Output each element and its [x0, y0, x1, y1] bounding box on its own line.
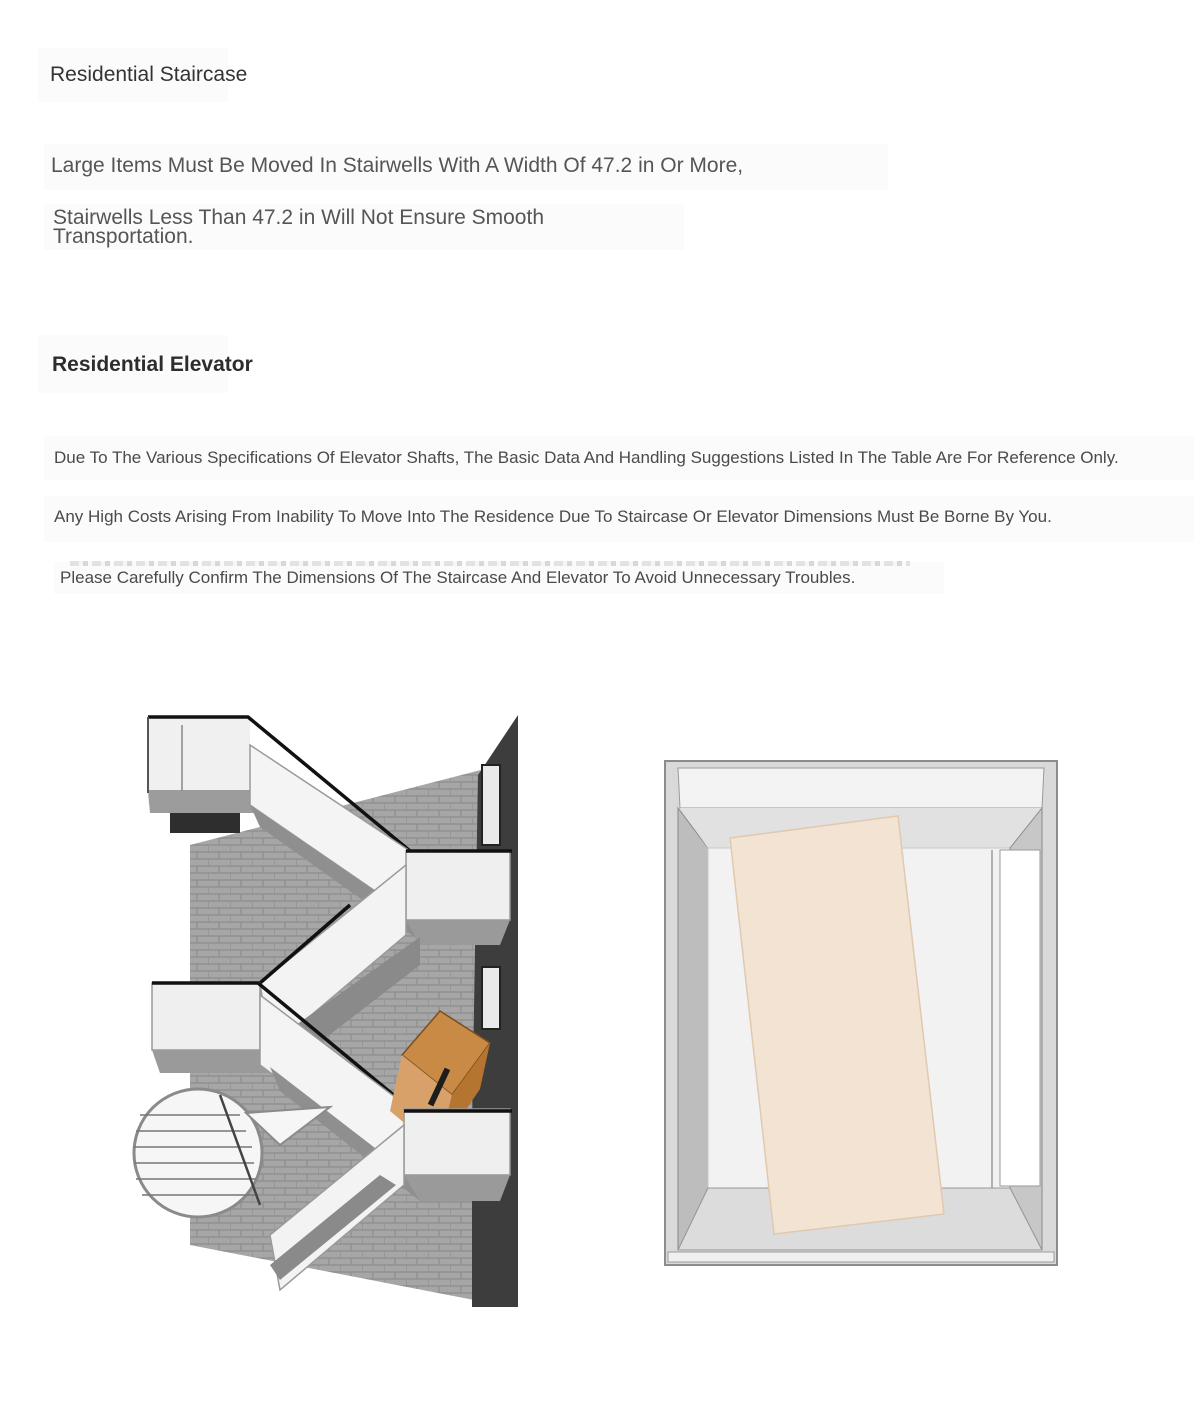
staircase-lead-line1: Large Items Must Be Moved In Stairwells With A Width Of 47.2 in Or More, [51, 154, 744, 177]
elevator-note-3: Please Carefully Confirm The Dimensions Of The Staircase And Elevator To Avoid Unnecessary Troubles. [60, 568, 856, 587]
elevator-note-1: Due To The Various Specifications Of Elevator Shafts, The Basic Data And Handling Suggestions Listed In The Table Are For Reference Only. [54, 448, 1119, 467]
staircase-lead-line2: Stairwells Less Than 47.2 in Will Not Ensure Smooth Transportation. [53, 206, 544, 248]
staircase-illustration [120, 705, 540, 1315]
ghost-text-artifact [70, 561, 910, 566]
elevator-title: Residential Elevator [52, 353, 253, 376]
elevator-illustration [662, 758, 1062, 1268]
elevator-note-2: Any High Costs Arising From Inability To Move Into The Residence Due To Staircase Or Elevator Dimensions Must Be Borne By You. [54, 507, 1052, 526]
staircase-title: Residential Staircase [50, 63, 248, 86]
